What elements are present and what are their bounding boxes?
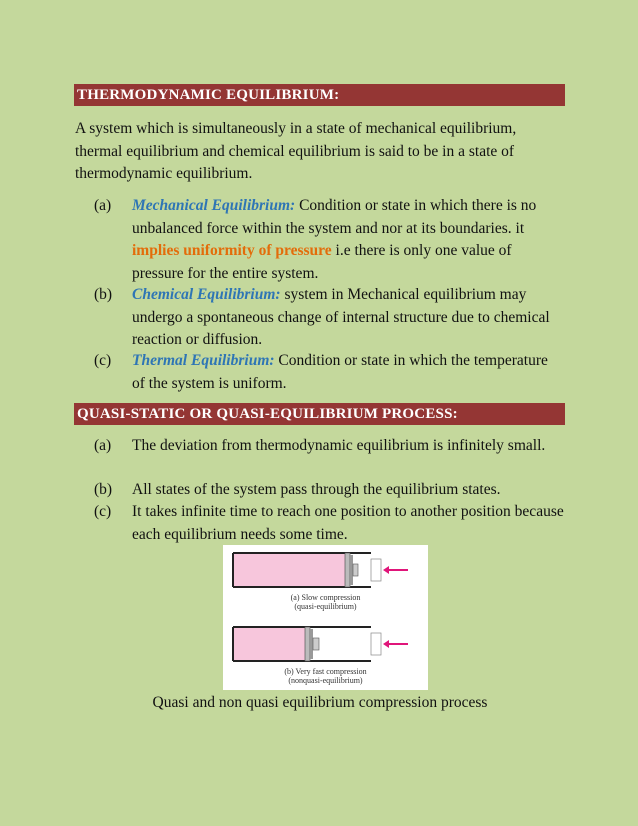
term-chemical-equilibrium: Chemical Equilibrium: (132, 286, 281, 303)
caption-line: (quasi-equilibrium) (294, 602, 357, 611)
piston-rod (353, 564, 358, 576)
piston-ring (350, 555, 353, 585)
figure-caption-slow (223, 593, 428, 611)
item-body: Condition or state in which there is no unbalanced force within the system and nor at its boundaries. it (132, 197, 537, 237)
item-label: (c) (94, 503, 112, 520)
list-item-quasi-c (94, 501, 564, 546)
fast-compression-cylinder (233, 627, 408, 661)
piston-rod (313, 638, 319, 650)
push-arrow-head (383, 566, 389, 574)
figure-caption: Quasi and non quasi equilibrium compression process (152, 694, 488, 711)
list-item-thermal (94, 350, 564, 395)
caption-line: (a) Slow compression (290, 593, 361, 602)
piston-head (345, 553, 350, 587)
gas-region (233, 553, 345, 587)
item-label: (a) (94, 437, 112, 454)
item-text: It takes infinite time to reach one position to another position because each equilibrium needs some time. (132, 503, 564, 543)
list-item-chemical (94, 284, 564, 352)
item-label: (b) (94, 481, 113, 498)
section-heading-quasi-static: QUASI-STATIC OR QUASI-EQUILIBRIUM PROCESS: (74, 403, 565, 425)
item-text (132, 195, 564, 285)
term-mechanical-equilibrium: Mechanical Equilibrium: (132, 197, 296, 214)
item-label: (c) (94, 352, 112, 369)
rod-guide (371, 559, 381, 581)
compression-figure (223, 545, 428, 690)
item-text (132, 284, 564, 352)
slow-compression-cylinder (233, 553, 408, 587)
caption-line: (b) Very fast compression (284, 667, 367, 676)
piston-head (305, 627, 310, 661)
item-label: (b) (94, 286, 113, 303)
intro-paragraph: A system which is simultaneously in a state of mechanical equilibrium, thermal equilibrium and chemical equilibrium is said to be in a state of thermodynamic equilibrium. (75, 120, 517, 182)
list-item-mechanical (94, 195, 564, 285)
item-text: All states of the system pass through the equilibrium states. (132, 481, 501, 498)
piston-ring (310, 629, 313, 659)
list-item-quasi-b (94, 479, 564, 502)
item-text: The deviation from thermodynamic equilibrium is infinitely small. (132, 437, 546, 454)
item-text (132, 350, 564, 395)
highlight-uniformity-of-pressure: implies uniformity of pressure (132, 242, 332, 259)
push-arrow-head (383, 640, 389, 648)
caption-line: (nonquasi-equilibrium) (288, 676, 363, 685)
item-body: Condition or state in which the temperature of the system is uniform. (132, 352, 548, 392)
item-body: system in Mechanical equilibrium may undergo a spontaneous change of internal structure due to chemical reaction or diffusion. (132, 286, 550, 348)
gas-region (233, 627, 305, 661)
term-thermal-equilibrium: Thermal Equilibrium: (132, 352, 275, 369)
list-item-quasi-a (94, 435, 564, 458)
rod-guide (371, 633, 381, 655)
item-label: (a) (94, 197, 112, 214)
section-heading-thermodynamic-equilibrium: THERMODYNAMIC EQUILIBRIUM: (74, 84, 565, 106)
figure-caption-fast (223, 667, 428, 685)
item-body-cont: i.e there is only one value of pressure for the entire system. (132, 242, 512, 282)
